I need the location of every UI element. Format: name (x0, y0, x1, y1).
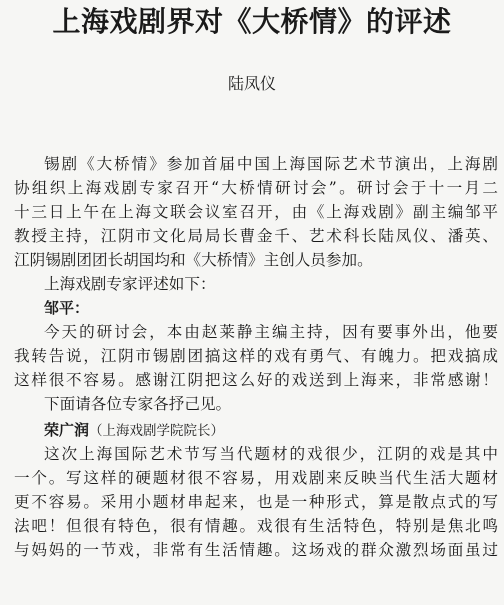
article-author: 陆凤仪 (227, 74, 276, 93)
paragraph-line: 更不容易。采用小题材串起来，也是一种形式，算是散点式的写 (14, 493, 498, 511)
paragraph-line: 今天的研讨会，本由赵莱静主编主持，因有要事外出，他要 (44, 323, 498, 341)
paragraph-line: 我转告说，江阴市锡剧团搞这样的戏有勇气、有魄力。把戏搞成 (14, 347, 498, 365)
paragraph-line: 江阴锡剧团团长胡国均和《大桥情》主创人员参加。 (14, 251, 373, 269)
paragraph-line: 法吧！但很有特色，很有情趣。戏很有生活特色，特别是焦北鸣 (14, 517, 498, 535)
paragraph-line: 锡剧《大桥情》参加首届中国上海国际艺术节演出，上海剧 (44, 155, 498, 173)
paragraph-line: 一个。写这样的硬题材很不容易，用戏剧来反映当代生活大题材 (14, 469, 498, 487)
speaker-name: 邹平： (44, 299, 90, 317)
speaker-name: 荣广润 (44, 421, 90, 439)
paragraph-line: 这次上海国际艺术节写当代题材的戏很少，江阴的戏是其中 (44, 445, 498, 463)
paragraph-line: 这样很不容易。感谢江阴把这么好的戏送到上海来，非常感谢！ (14, 371, 498, 389)
paragraph-line: 与妈妈的一节戏，非常有生活情趣。这场戏的群众激烈场面虽过 (14, 541, 498, 559)
speaker-heading (44, 418, 498, 443)
paragraph-line: 协组织上海戏剧专家召开“大桥情研讨会”。研讨会于十一月二 (14, 179, 498, 197)
article-title: 上海戏剧界对《大桥情》的评述 (52, 5, 452, 38)
paragraph-line: 教授主持，江阴市文化局局长曹金千、艺术科长陆凤仪、潘英、 (14, 227, 498, 245)
speaker-role: （上海戏剧学院院长） (89, 423, 225, 439)
paragraph-line: 下面请各位专家各抒己见。 (44, 395, 232, 413)
paragraph-line: 十三日上午在上海文联会议室召开，由《上海戏剧》副主编邹平 (14, 203, 498, 221)
paragraph-line: 上海戏剧专家评述如下： (44, 275, 216, 293)
